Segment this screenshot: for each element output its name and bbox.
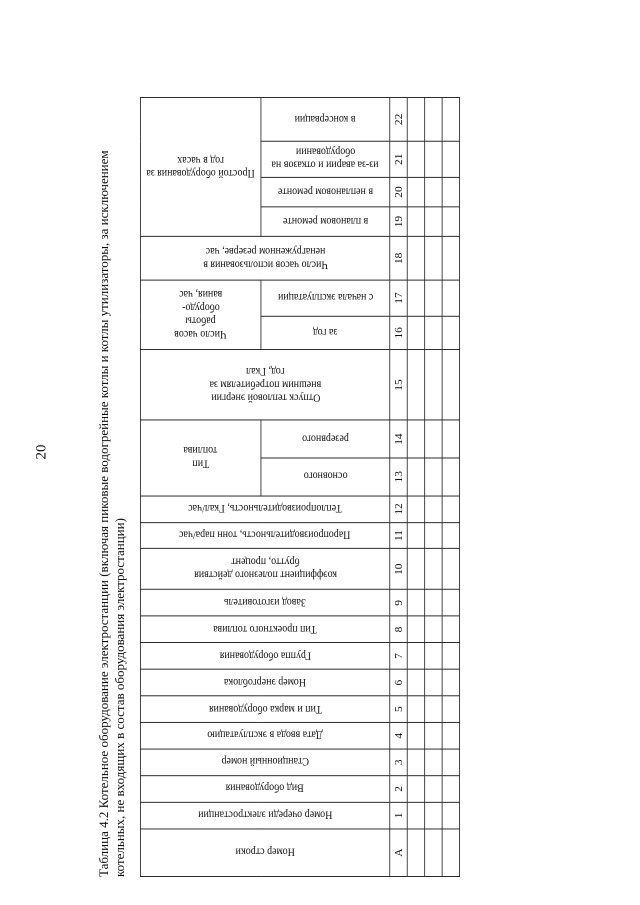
empty-cell [442,236,459,280]
empty-cell [425,207,442,237]
header-power-unit-number: Номер энергоблока [140,669,389,696]
empty-cell [442,549,459,590]
header-row-number: Номер строки [140,829,389,877]
empty-cell [407,776,424,803]
header-unplanned-repair: в неплановом ремонте [261,177,390,207]
empty-cell [407,236,424,280]
empty-cell [425,616,442,643]
header-downtime-group: Простой оборудования за год в часах [140,97,261,236]
header-equipment-type: Вид оборудования [140,776,389,803]
empty-cell [425,350,442,420]
column-number: 1 [390,802,407,829]
column-number: 10 [390,549,407,590]
empty-cell [442,316,459,350]
column-number: 18 [390,236,407,280]
header-heat-supply: Отпуск тепловой энергии внешним потребителям за год, Гкал [140,350,389,420]
header-steam-capacity: Паропроизводительность, тонн пара/час [140,522,389,549]
empty-row [407,97,424,876]
empty-cell [425,496,442,523]
header-reserve-hours: Число часов использования в ненагруженном резерве, час [140,236,389,280]
boiler-equipment-table [140,97,460,877]
column-number: 22 [390,97,407,141]
empty-cell [442,749,459,776]
column-number: 11 [390,522,407,549]
column-number-row [390,97,407,876]
header-commissioning-date: Дата ввода в эксплуатацию [140,722,389,749]
header-accidents-and-failures: из-за аварии и отказов на оборудовании [261,141,390,177]
header-equipment-group: Группа оборудования [140,643,389,670]
table-caption [96,57,136,877]
column-number: 8 [390,616,407,643]
header-design-fuel-type: Тип проектного топлива [140,616,389,643]
empty-cell [407,496,424,523]
header-reserve-fuel: резервного [261,420,390,458]
empty-cell [425,522,442,549]
empty-cell [425,420,442,458]
empty-cell [442,643,459,670]
header-operating-hours-group: Число часов работы оборудо-вания, час [140,280,261,350]
empty-cell [407,97,424,141]
empty-cell [442,177,459,207]
empty-row [425,97,442,876]
empty-row [442,97,459,876]
header-conservation: в консервации [261,97,390,141]
column-number: 19 [390,207,407,237]
empty-cell [425,643,442,670]
empty-cell [407,522,424,549]
empty-cell [407,590,424,617]
column-number: 3 [390,749,407,776]
empty-cell [407,458,424,496]
column-number: 4 [390,722,407,749]
empty-cell [407,669,424,696]
empty-cell [442,669,459,696]
column-number: 14 [390,420,407,458]
empty-cell [407,829,424,877]
empty-cell [425,549,442,590]
empty-cell [407,643,424,670]
empty-cell [407,696,424,723]
table-header-row-1 [140,97,261,876]
empty-cell [442,522,459,549]
empty-cell [425,458,442,496]
empty-cell [407,280,424,316]
caption-line-2: котельных, не входящих в состав оборудования электростанции) [112,518,127,877]
empty-cell [425,177,442,207]
empty-cell [442,97,459,141]
empty-cell [425,590,442,617]
empty-cell [407,350,424,420]
header-type-and-model: Тип и марка оборудования [140,696,389,723]
empty-cell [407,549,424,590]
empty-cell [425,280,442,316]
empty-cell [442,496,459,523]
empty-cell [425,749,442,776]
empty-cell [425,722,442,749]
column-number: 2 [390,776,407,803]
empty-cell [442,420,459,458]
empty-cell [442,350,459,420]
empty-cell [407,749,424,776]
header-plant-stage: Номер очереди электростанции [140,802,389,829]
empty-cell [442,829,459,877]
empty-cell [425,829,442,877]
column-number: 20 [390,177,407,207]
empty-cell [407,316,424,350]
empty-cell [407,722,424,749]
header-hours-per-year: за год [261,316,390,350]
empty-cell [442,207,459,237]
empty-cell [407,420,424,458]
column-number: 16 [390,316,407,350]
empty-cell [442,280,459,316]
empty-cell [442,141,459,177]
column-number: 5 [390,696,407,723]
column-number: 6 [390,669,407,696]
empty-cell [407,616,424,643]
empty-cell [425,776,442,803]
empty-cell [407,177,424,207]
column-number: 7 [390,643,407,670]
header-hours-since-start: с начала эксплуатации [261,280,390,316]
column-number: 12 [390,496,407,523]
header-gross-efficiency: коэффициент полезного действия брутто, процент [140,549,389,590]
rotated-page-content [96,57,466,877]
empty-cell [425,236,442,280]
empty-cell [442,458,459,496]
empty-cell [442,590,459,617]
empty-cell [442,802,459,829]
empty-cell [425,696,442,723]
header-main-fuel: основного [261,458,390,496]
header-manufacturer: Завод изготовитель [140,590,389,617]
page-number: 20 [33,444,50,460]
header-fuel-type-group: Тип топлива [140,420,261,495]
empty-cell [442,776,459,803]
empty-cell [425,802,442,829]
header-heat-capacity: Теплопроизводительность, Гкал/час [140,496,389,523]
header-station-number: Станционный номер [140,749,389,776]
empty-cell [425,669,442,696]
header-planned-repair: в плановом ремонте [261,207,390,237]
empty-cell [425,97,442,141]
empty-cell [442,696,459,723]
caption-line-1: Таблица 4.2 Котельное оборудование электростанции (включая пиковые водогрейные котлы и котлы утилизаторы, за исключением [96,150,111,877]
empty-cell [407,802,424,829]
empty-cell [425,316,442,350]
column-number: 15 [390,350,407,420]
column-number: 9 [390,590,407,617]
empty-cell [407,141,424,177]
empty-cell [407,207,424,237]
empty-cell [425,141,442,177]
empty-cell [442,722,459,749]
column-number: 17 [390,280,407,316]
column-number: 21 [390,141,407,177]
empty-cell [442,616,459,643]
column-number: А [390,829,407,877]
column-number: 13 [390,458,407,496]
